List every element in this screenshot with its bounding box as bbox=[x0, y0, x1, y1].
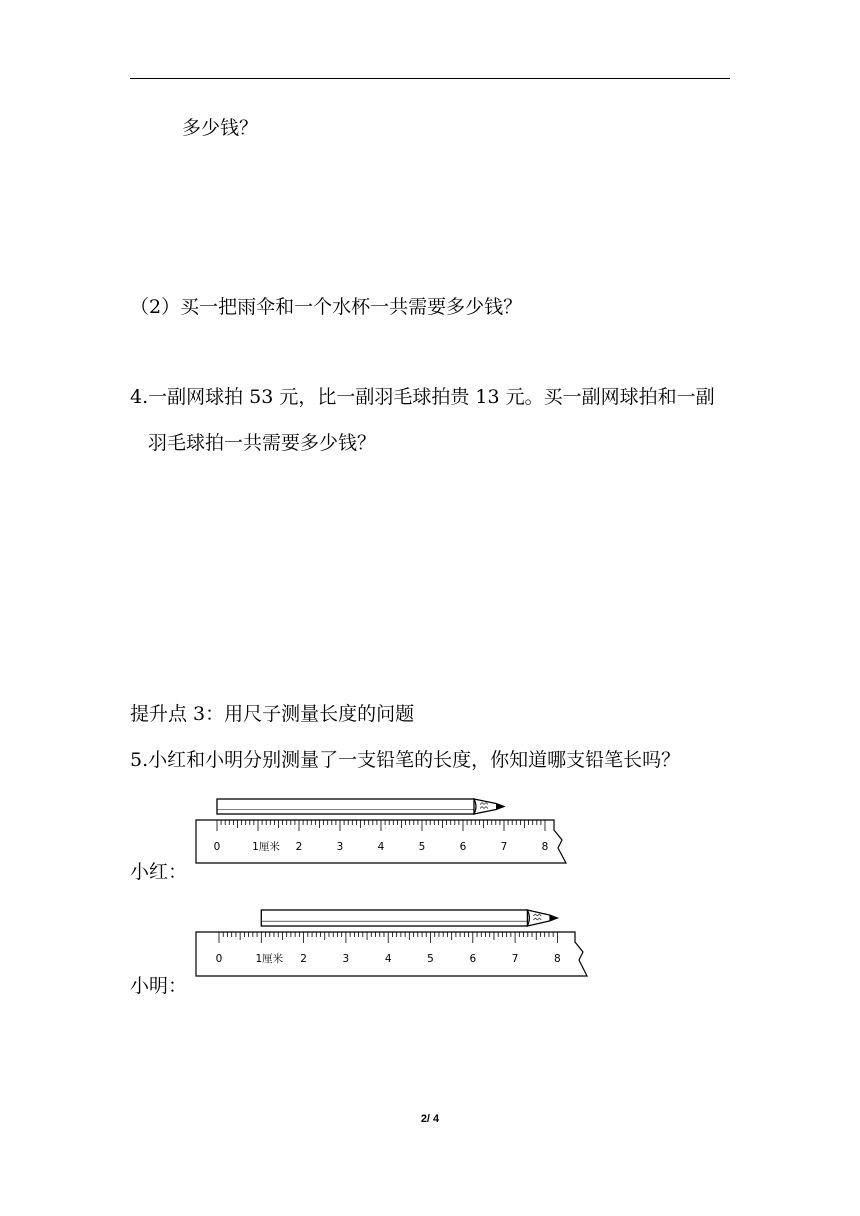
question-4-line-1: 4.一副网球拍 53 元，比一副羽毛球拍贵 13 元。买一副网球拍和一副 bbox=[130, 386, 715, 408]
ruler-label: 2 bbox=[295, 841, 303, 853]
person-label-xiaoming: 小明： bbox=[130, 975, 188, 997]
ruler-label: 4 bbox=[377, 841, 385, 853]
question-5-text: 5.小红和小明分别测量了一支铅笔的长度，你知道哪支铅笔长吗？ bbox=[130, 749, 681, 771]
ruler-label: 8 bbox=[541, 841, 549, 853]
ruler-label: 5 bbox=[427, 953, 434, 965]
ruler-label: 0 bbox=[215, 953, 223, 965]
ruler-label: 2 bbox=[300, 953, 307, 965]
ruler-label: 5 bbox=[418, 841, 426, 853]
page-footer: 2/ 4 bbox=[420, 1113, 440, 1125]
ruler-label: 8 bbox=[554, 953, 561, 965]
ruler-label: 1厘米 bbox=[252, 841, 280, 853]
ruler-label: 4 bbox=[384, 953, 392, 965]
ruler-drawing bbox=[190, 906, 610, 978]
ruler-label: 6 bbox=[459, 841, 467, 853]
ruler-label: 3 bbox=[342, 953, 350, 965]
pencil-body bbox=[217, 799, 474, 814]
section-heading: 提升点 3：用尺子测量长度的问题 bbox=[130, 703, 415, 725]
ruler-label: 0 bbox=[213, 841, 221, 853]
question-3-part-2: （2）买一把雨伞和一个水杯一共需要多少钱？ bbox=[130, 296, 523, 318]
person-label-xiaohong: 小红： bbox=[130, 861, 188, 883]
continuation-text: 多少钱？ bbox=[182, 117, 259, 139]
ruler-label: 1厘米 bbox=[255, 953, 284, 965]
ruler-label: 6 bbox=[469, 953, 477, 965]
header-rule bbox=[130, 78, 730, 79]
ruler-figure-xiaohong bbox=[190, 795, 590, 865]
ruler-figure-xiaoming bbox=[190, 906, 610, 978]
pencil-body bbox=[261, 910, 527, 926]
ruler-drawing bbox=[190, 795, 590, 865]
ruler-label: 7 bbox=[511, 953, 519, 965]
question-4-line-2: 羽毛球拍一共需要多少钱？ bbox=[148, 432, 377, 454]
ruler-label: 7 bbox=[500, 841, 508, 853]
ruler-label: 3 bbox=[336, 841, 344, 853]
